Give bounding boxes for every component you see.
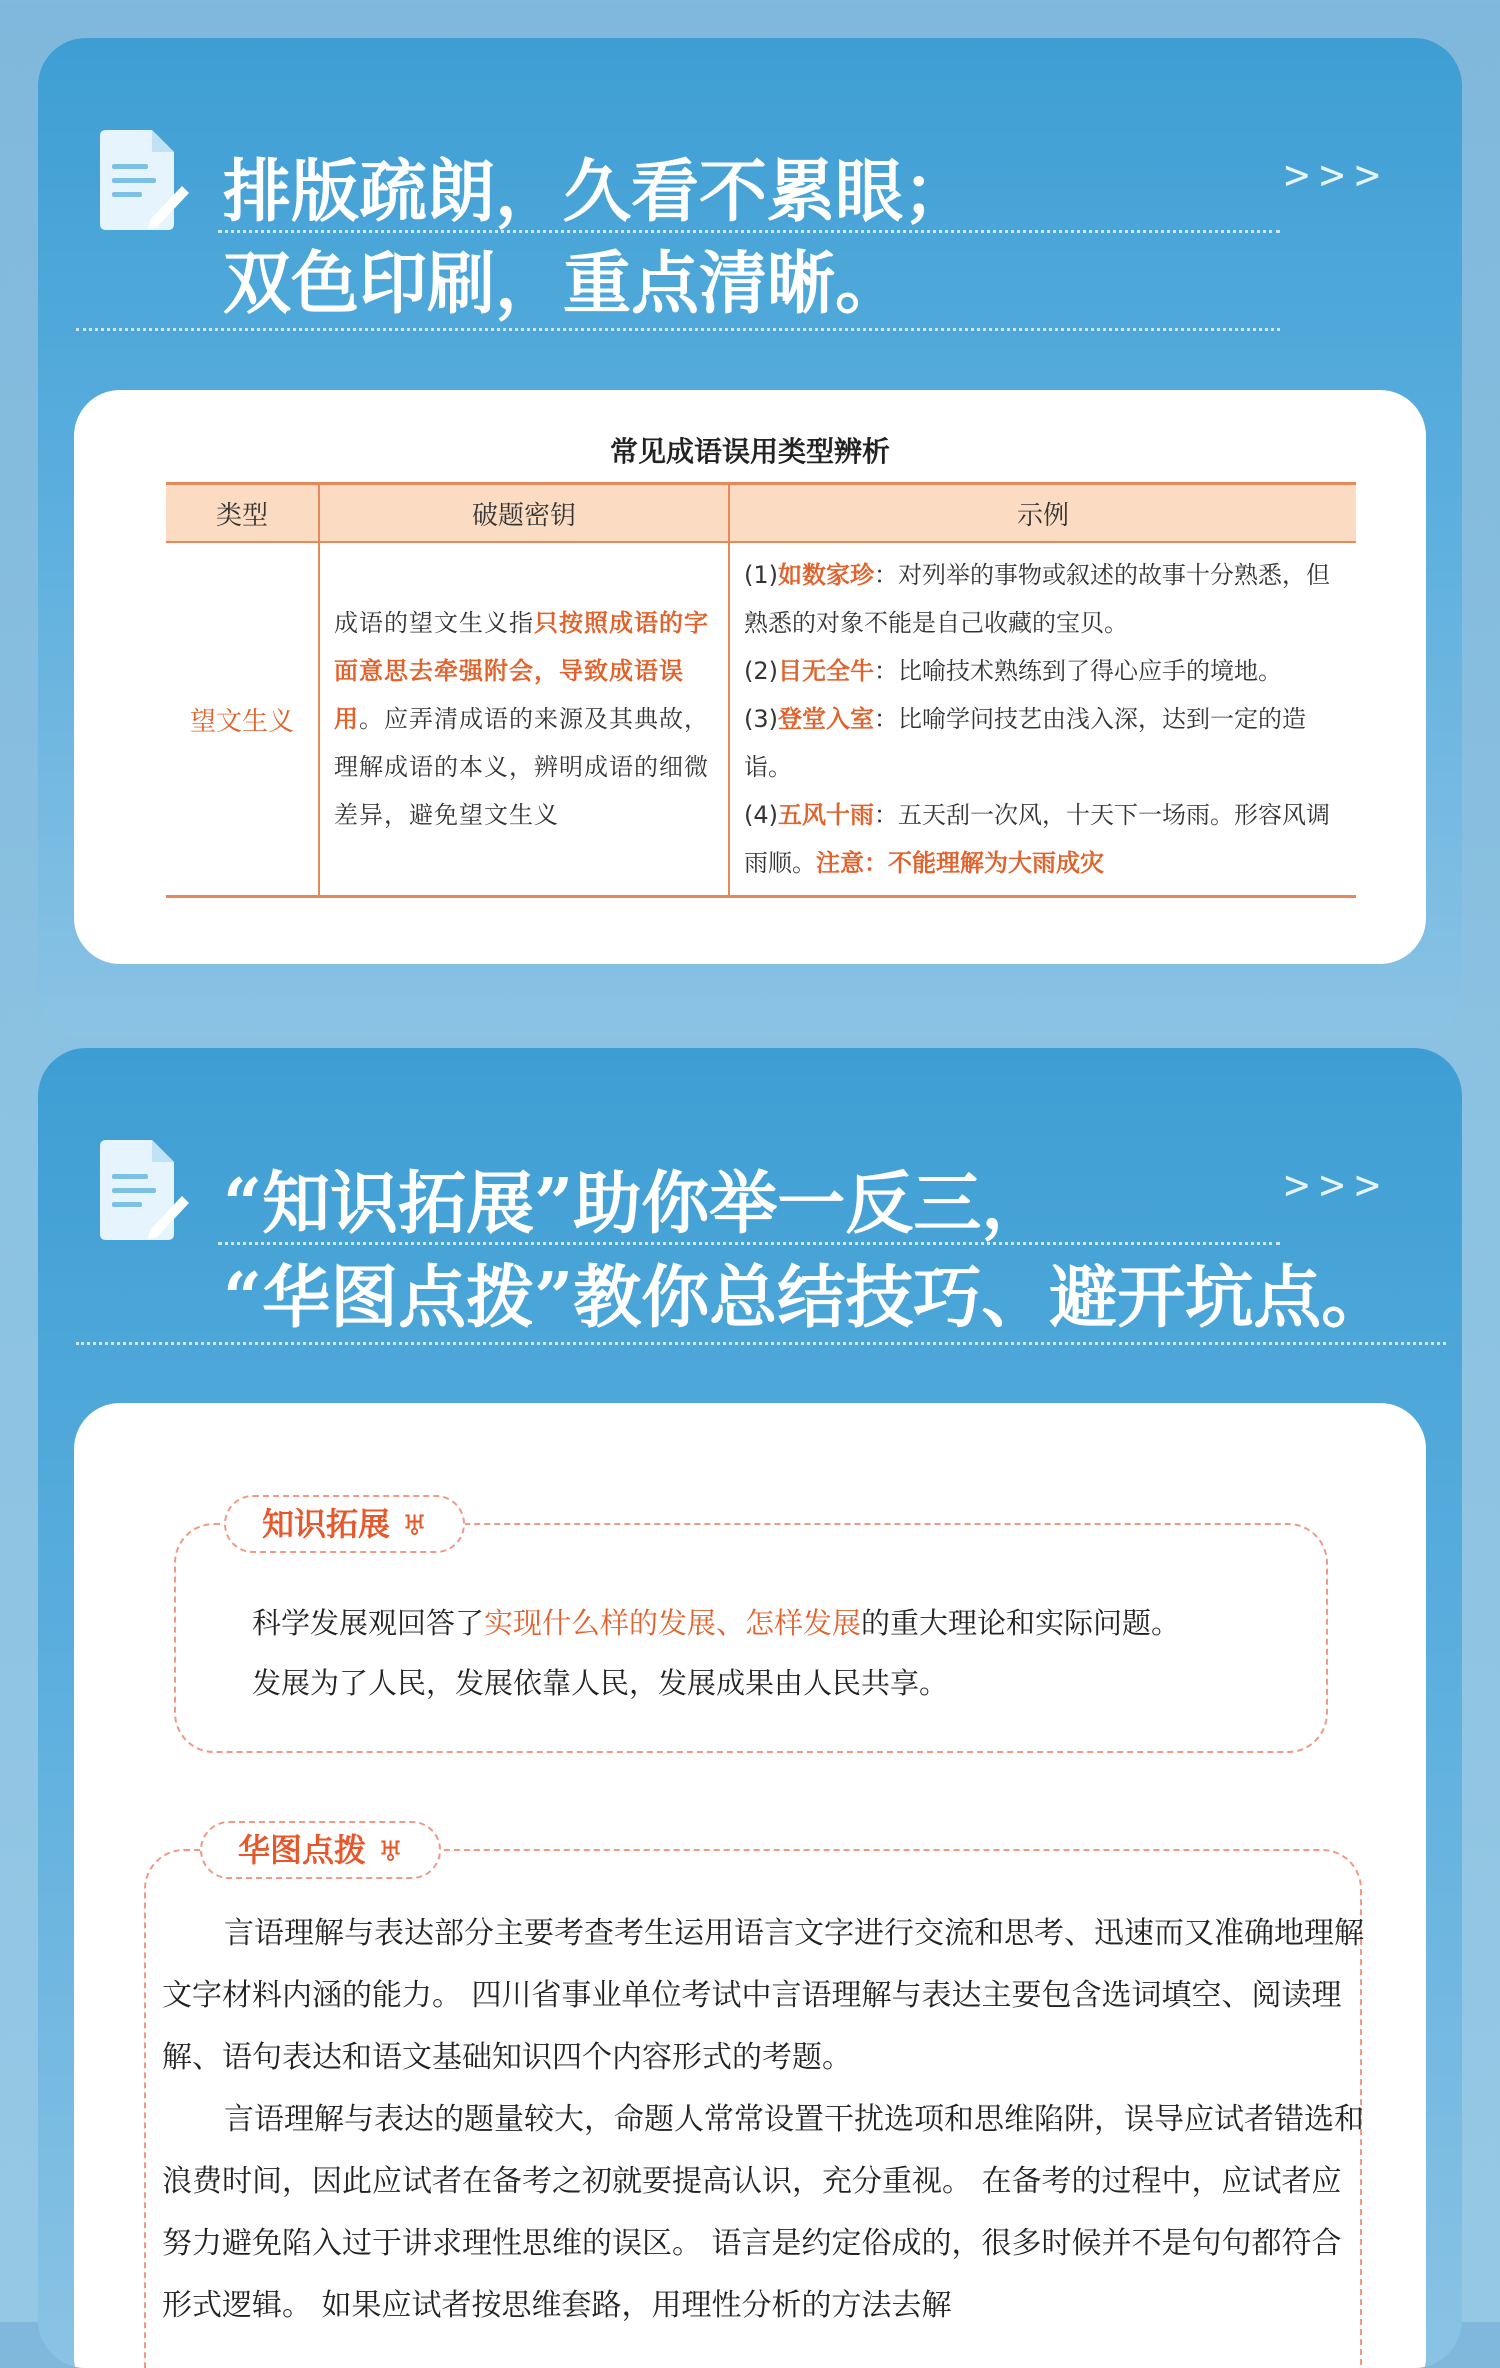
type-cell: 望文生义 [166,542,319,897]
arrows-decoration: >>> [1284,1160,1390,1209]
sample-content-card [74,1403,1426,2368]
example-cell [729,542,1356,897]
header-type: 类型 [166,484,319,543]
tips-paragraph-2: 言语理解与表达的题量较大，命题人常常设置干扰选项和思维陷阱，误导应试者错选和浪费时间，因此应试者在备考之初就要提高认识，充分重视。 在备考的过程中，应试者应努力避免陷入过于讲求理性思维的误区。 语言是约定俗成的，很多时候并不是句句都符合形式逻辑。 如果应试者按思维套路，用理性分析的方法去解 [162,2102,1364,2323]
document-edit-icon [94,1136,190,1246]
example-item: (1)如数家珍：对列举的事物或叙述的故事十分熟悉，但熟悉的对象不能是自己收藏的宝贝。 [744,561,1330,637]
headline-line-2: 双色印刷，重点清晰。 [223,244,904,324]
example-item: (2)目无全牛：比喻技术熟练到了得心应手的境地。 [744,657,1282,685]
example-item: (3)登堂入室：比喻学问技艺由浅入深，达到一定的造诣。 [744,705,1306,781]
headline-line-1: “知识拓展”助你举一反三， [223,1164,1050,1244]
idiom-table [166,482,1356,898]
headline-line-1: 排版疏朗，久看不累眼； [223,152,972,232]
bow-ornament-icon: ♅ [402,1509,428,1542]
table-row [166,542,1356,897]
key-highlight: 只按照成语的字面意思去牵强附会，导致成语误用 [334,609,709,733]
knowledge-highlight: 实现什么样的发展、怎样发展 [484,1606,862,1640]
dotted-divider [76,328,1280,331]
key-cell: 成语的望文生义指只按照成语的字面意思去牵强附会，导致成语误用。应弄清成语的来源及其典故，理解成语的本义，辨明成语的细微差异，避免望文生义 [319,542,729,897]
tips-tag: 华图点拨 ♅ [200,1821,441,1879]
headline-line-2: “华图点拨”教你总结技巧、避开坑点。 [223,1258,1390,1338]
knowledge-tag: 知识拓展 ♅ [224,1495,465,1553]
dotted-divider [218,1242,1280,1245]
dotted-divider [76,1342,1446,1345]
table-sample-card [74,390,1426,964]
header-key: 破题密钥 [319,484,729,543]
bow-ornament-icon: ♅ [378,1835,404,1868]
header-example: 示例 [729,484,1356,543]
arrows-decoration: >>> [1284,150,1390,199]
example-note: 注意：不能理解为大雨成灾 [816,849,1104,877]
knowledge-text: 科学发展观回答了实现什么样的发展、怎样发展的重大理论和实际问题。 发展为了人民，发展依靠人民，发展成果由人民共享。 [252,1606,1181,1700]
tips-paragraph-1: 言语理解与表达部分主要考查考生运用语言文字进行交流和思考、迅速而又准确地理解文字材料内涵的能力。 四川省事业单位考试中言语理解与表达主要包含选词填空、阅读理解、语句表达和语文基础知识四个内容形式的考题。 [162,1916,1364,2075]
feature-panel-layout [38,38,1462,1038]
example-item: (4)五风十雨：五天刮一次风，十天下一场雨。形容风调雨顺。注意：不能理解为大雨成灾 [744,801,1330,877]
feature-panel-extension [38,1048,1462,2368]
table-title: 常见成语误用类型辨析 [609,435,890,468]
table-header-row [166,484,1356,543]
dotted-divider [218,230,1280,233]
document-edit-icon [94,126,190,236]
